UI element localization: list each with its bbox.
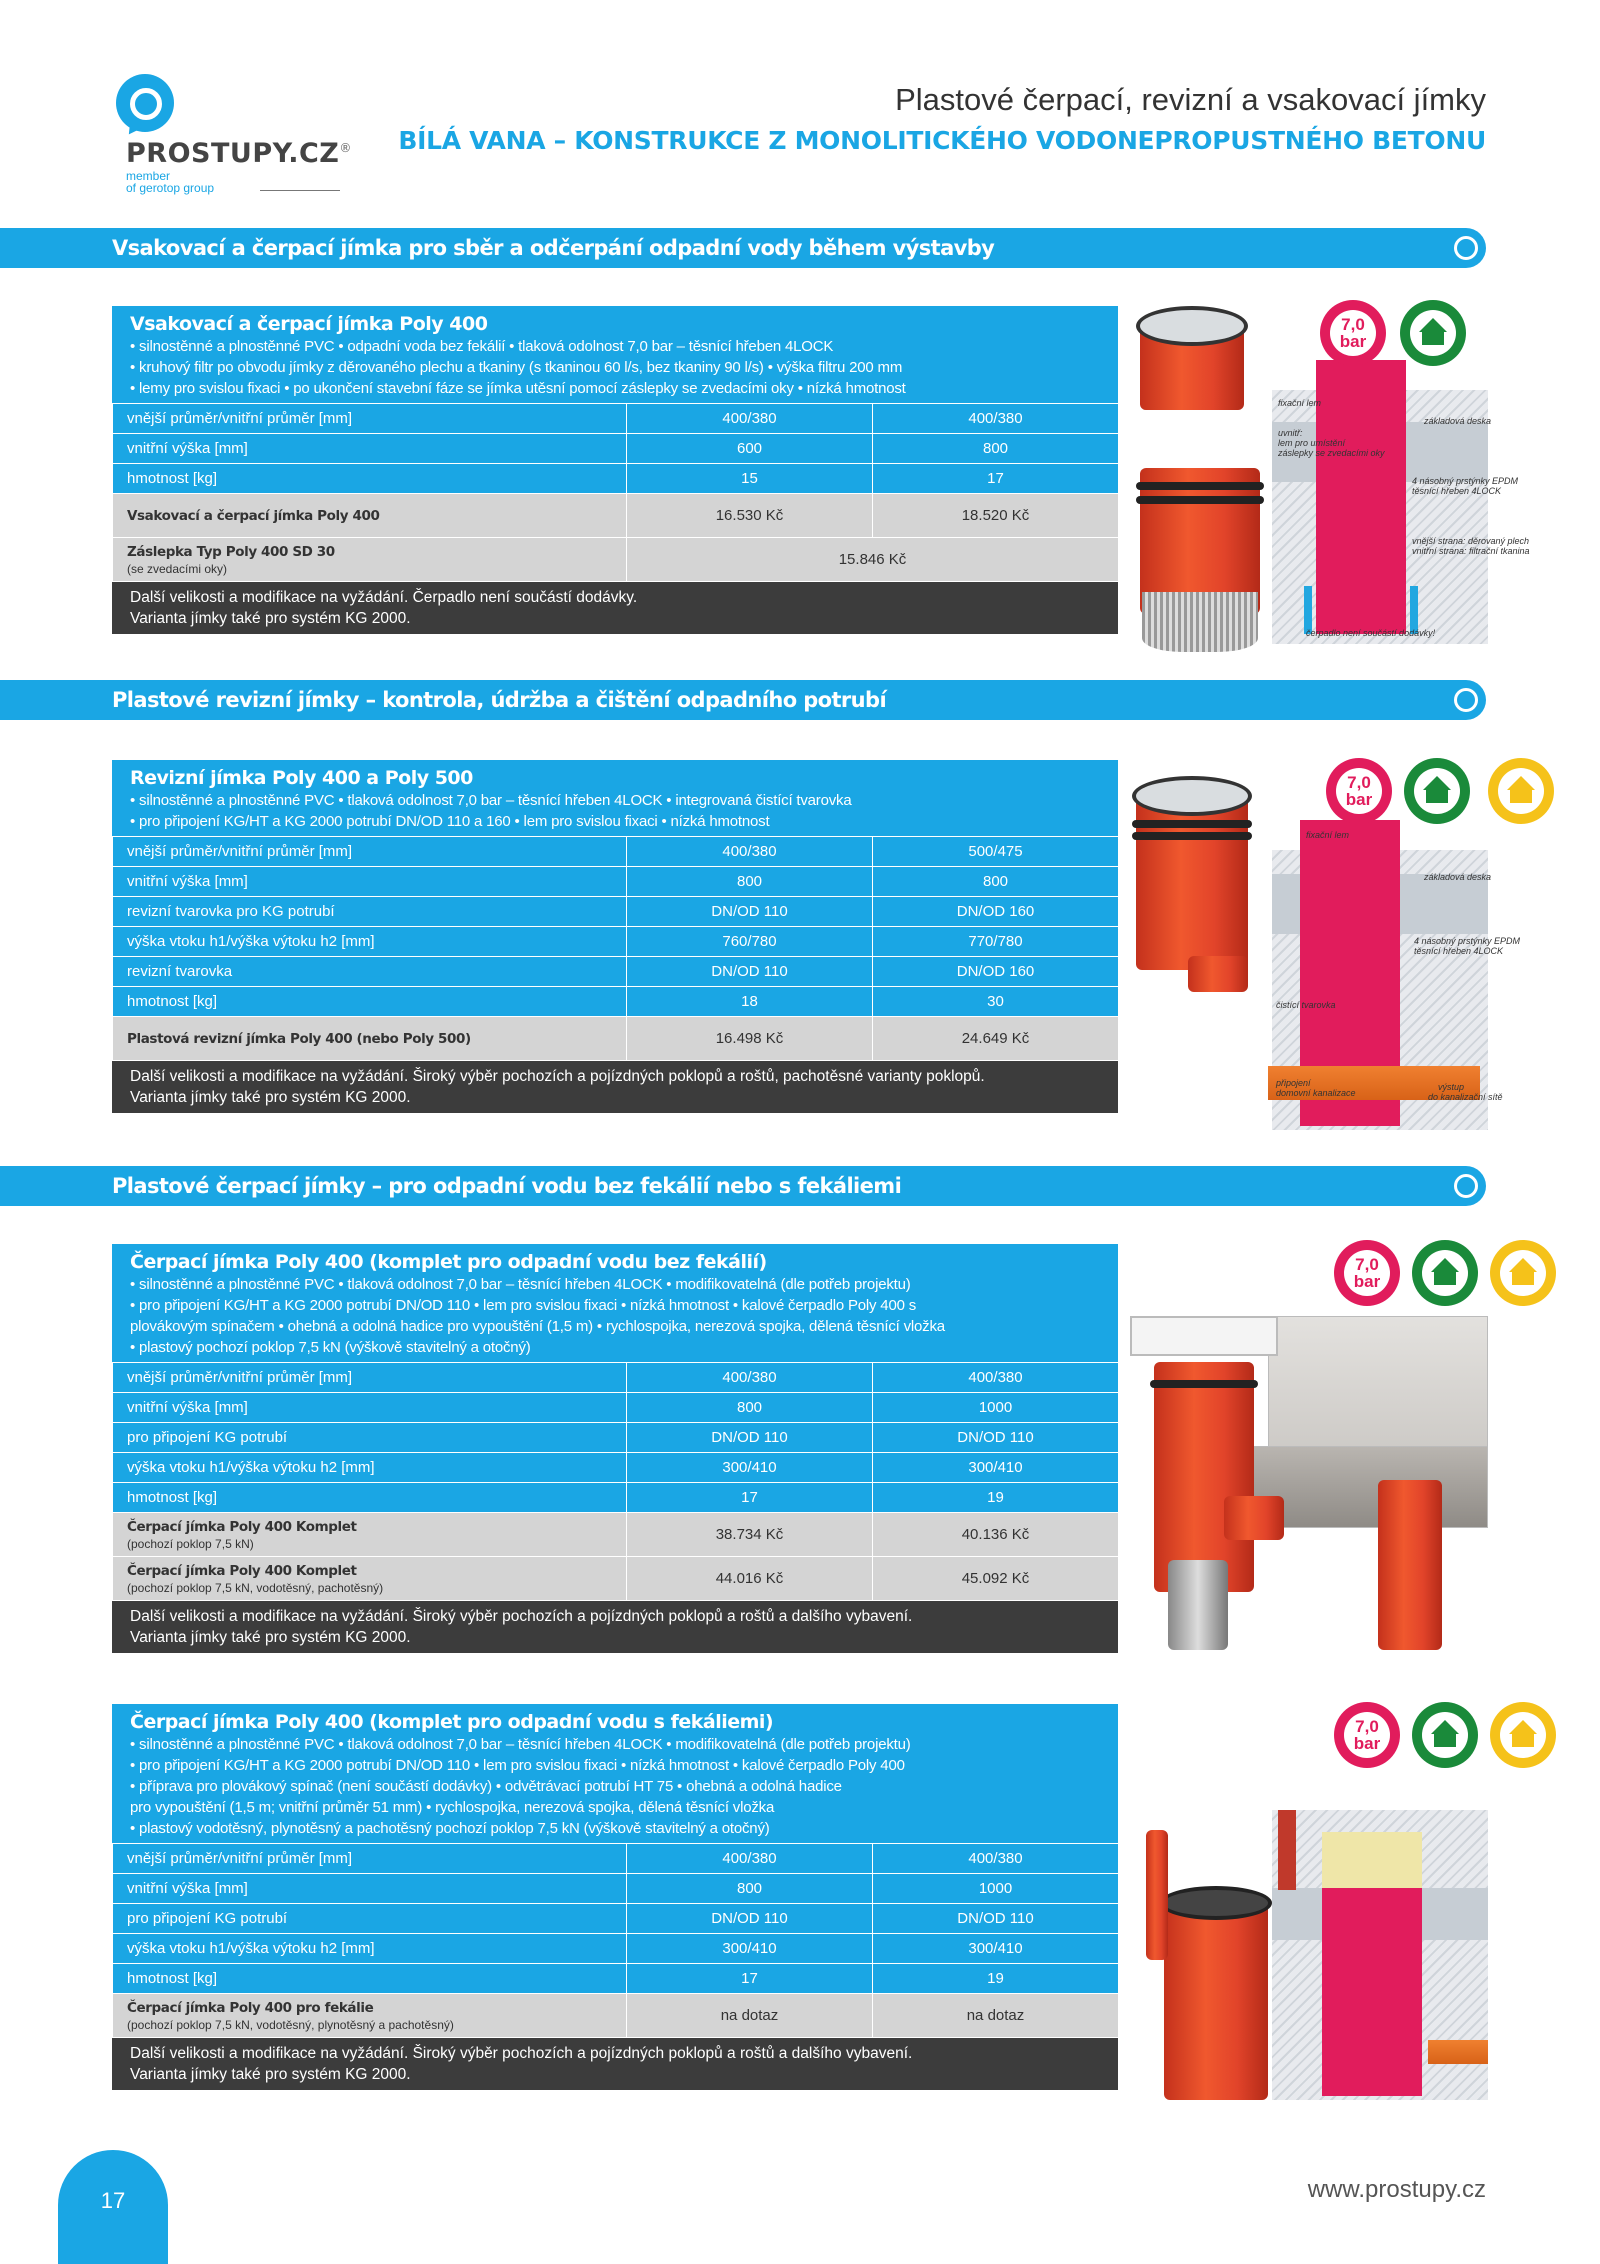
diagram-tank xyxy=(1316,360,1406,634)
table-row xyxy=(113,1393,1119,1423)
spec-label: vnější průměr/vnitřní průměr [mm] xyxy=(113,404,627,434)
table-row xyxy=(113,1964,1119,1994)
seal-ring xyxy=(1136,496,1264,504)
diagram-label: základová deska xyxy=(1424,872,1492,882)
pressure-badge-icon: 7,0 bar xyxy=(1334,1240,1400,1306)
spec-value: 400/380 xyxy=(627,837,873,867)
spec-label: výška vtoku h1/výška výtoku h2 [mm] xyxy=(113,927,627,957)
price-label: Čerpací jímka Poly 400 Komplet (pochozí poklop 7,5 kN) xyxy=(113,1513,627,1557)
diagram-label: záslepky se zvedacími oky xyxy=(1278,448,1385,458)
spec-value: 400/380 xyxy=(873,404,1119,434)
spec-label: vnější průměr/vnitřní průměr [mm] xyxy=(113,837,627,867)
spec-value: 30 xyxy=(873,987,1119,1017)
table-row xyxy=(113,1904,1119,1934)
table-row xyxy=(113,1363,1119,1393)
spec-value: 400/380 xyxy=(627,1363,873,1393)
spec-value: 15 xyxy=(627,464,873,494)
diagram-label: vnitřní strana: filtrační tkanina xyxy=(1412,546,1530,556)
product-title: Čerpací jímka Poly 400 (komplet pro odpadní vodu bez fekálií) xyxy=(130,1251,767,1273)
table-row xyxy=(113,1483,1119,1513)
tank-top xyxy=(1160,1886,1272,1920)
product-block-2 xyxy=(112,760,1118,1113)
price-value: 44.016 Kč xyxy=(627,1557,873,1601)
spec-label: hmotnost [kg] xyxy=(113,1964,627,1994)
spec-label: revizní tvarovka pro KG potrubí xyxy=(113,897,627,927)
table-row xyxy=(113,897,1119,927)
table-row xyxy=(113,987,1119,1017)
spec-value: 400/380 xyxy=(873,1363,1119,1393)
section-bar-3 xyxy=(0,1166,1486,1206)
price-row xyxy=(113,494,1119,538)
price-label: Vsakovací a čerpací jímka Poly 400 xyxy=(113,494,627,538)
price-value: na dotaz xyxy=(627,1994,873,2038)
seal-ring xyxy=(1132,820,1252,828)
page-number: 17 xyxy=(58,2150,168,2264)
table-row xyxy=(113,837,1119,867)
diagram-label: základová deska xyxy=(1424,416,1492,426)
diagram-label: fixační lem xyxy=(1278,398,1322,408)
diagram-label: 4 násobný prstýnky EPDM xyxy=(1414,936,1521,946)
product-block-3 xyxy=(112,1244,1118,1653)
spec-value: 19 xyxy=(873,1483,1119,1513)
spec-table xyxy=(112,836,1119,1061)
diagram-label: těsnící hřeben 4LOCK xyxy=(1414,946,1504,956)
table-row xyxy=(113,404,1119,434)
spec-value: 17 xyxy=(627,1964,873,1994)
spec-label: vnější průměr/vnitřní průměr [mm] xyxy=(113,1363,627,1393)
product-feature-line: • pro připojení KG/HT a KG 2000 potrubí DN/OD 110 • lem pro svislou fixaci • nízká hmotnost • kalové čerpadlo Poly 400 xyxy=(130,1757,905,1774)
product-title: Čerpací jímka Poly 400 (komplet pro odpadní vodu s fekáliemi) xyxy=(130,1711,774,1733)
spec-value: DN/OD 110 xyxy=(627,1904,873,1934)
seal-ring xyxy=(1132,832,1252,840)
diagram-label: do kanalizační sítě xyxy=(1428,1092,1503,1102)
product-feature-line: • silnostěnné a plnostěnné PVC • tlaková odolnost 7,0 bar – těsnící hřeben 4LOCK • integrovaná čistící tvarovka xyxy=(130,792,852,809)
spec-label: hmotnost [kg] xyxy=(113,1483,627,1513)
new-build-badge-icon xyxy=(1404,758,1470,824)
table-row xyxy=(113,1874,1119,1904)
diagram-label: uvnitř: xyxy=(1278,428,1303,438)
product-feature-line: • plastový pochozí poklop 7,5 kN (výškově stavitelný a otočný) xyxy=(130,1339,531,1356)
spec-label: výška vtoku h1/výška výtoku h2 [mm] xyxy=(113,1453,627,1483)
diagram-label: čerpadlo není součástí dodávky! xyxy=(1306,628,1436,638)
table-row xyxy=(113,927,1119,957)
logo-text: PROSTUPY.CZ® xyxy=(126,138,352,169)
filter-mesh xyxy=(1142,592,1258,652)
spec-value: DN/OD 160 xyxy=(873,957,1119,987)
spec-value: 400/380 xyxy=(627,404,873,434)
diagram-pipe xyxy=(1428,2040,1488,2064)
diagram-label: čistící tvarovka xyxy=(1276,1000,1336,1010)
page-title: Plastové čerpací, revizní a vsakovací jímky xyxy=(895,82,1486,117)
vent-pipe xyxy=(1146,1830,1168,1960)
table-row xyxy=(113,1423,1119,1453)
product-feature-line: • kruhový filtr po obvodu jímky z děrovaného plechu a tkaniny (s tkaninou 60 l/s, bez tkaniny 90 l/s) • výška filtru 200 mm xyxy=(130,359,903,376)
seal-ring xyxy=(1136,482,1264,490)
spec-label: vnější průměr/vnitřní průměr [mm] xyxy=(113,1844,627,1874)
spec-value: 1000 xyxy=(873,1393,1119,1423)
product-feature-line: • příprava pro plovákový spínač (není součástí dodávky) • odvětrávací potrubí HT 75 • ohebná a odolná hadice xyxy=(130,1778,842,1795)
tank-image xyxy=(1154,1362,1254,1592)
diagram-cover-zone xyxy=(1322,1832,1422,1888)
spec-label: pro připojení KG potrubí xyxy=(113,1904,627,1934)
section-title: Plastové čerpací jímky – pro odpadní vodu bez fekálií nebo s fekáliemi xyxy=(112,1174,902,1198)
product-image-4 xyxy=(1128,1770,1488,2130)
diagram-label: připojení xyxy=(1276,1078,1311,1088)
spec-value: 800 xyxy=(873,867,1119,897)
brand-logo[interactable] xyxy=(112,66,352,196)
cover-lid xyxy=(1130,1316,1278,1356)
table-row xyxy=(113,1844,1119,1874)
spec-value: 300/410 xyxy=(627,1453,873,1483)
product-feature-line: • pro připojení KG/HT a KG 2000 potrubí DN/OD 110 a 160 • lem pro svislou fixaci • nízká hmotnost xyxy=(130,813,770,830)
spec-table xyxy=(112,1843,1119,2038)
pressure-badge-icon: 7,0 bar xyxy=(1320,300,1386,366)
product-block-4 xyxy=(112,1704,1118,2090)
price-label: Plastová revizní jímka Poly 400 (nebo Poly 500) xyxy=(113,1017,627,1061)
price-value: 18.520 Kč xyxy=(873,494,1119,538)
diagram-wall xyxy=(1304,586,1312,634)
spec-label: revizní tvarovka xyxy=(113,957,627,987)
spec-value: DN/OD 110 xyxy=(627,957,873,987)
spec-label: vnitřní výška [mm] xyxy=(113,867,627,897)
product-feature-line: pro vypouštění (1,5 m; vnitřní průměr 51 mm) • rychlospojka, nerezová spojka, dělená těsnící vložka xyxy=(130,1799,775,1816)
price-row xyxy=(113,1557,1119,1601)
product-footnote: Další velikosti a modifikace na vyžádání. Široký výběr pochozích a pojízdných poklopů a roštů a dalšího vybavení. Varianta jímky také pro systém KG 2000. xyxy=(112,2038,1118,2090)
diagram-label: domovní kanalizace xyxy=(1276,1088,1356,1098)
price-row xyxy=(113,1017,1119,1061)
product-feature-line: • silnostěnné a plnostěnné PVC • tlaková odolnost 7,0 bar – těsnící hřeben 4LOCK • modifikovatelná (dle potřeb projektu) xyxy=(130,1276,911,1293)
spec-value: DN/OD 110 xyxy=(873,1423,1119,1453)
spec-value: 300/410 xyxy=(627,1934,873,1964)
spec-value: DN/OD 110 xyxy=(627,897,873,927)
spec-value: 17 xyxy=(627,1483,873,1513)
reconstruction-badge-icon xyxy=(1488,758,1554,824)
price-value: 24.649 Kč xyxy=(873,1017,1119,1061)
section-title: Vsakovací a čerpací jímka pro sběr a odčerpání odpadní vody během výstavby xyxy=(112,236,995,260)
price-value: 16.530 Kč xyxy=(627,494,873,538)
spec-table xyxy=(112,1362,1119,1601)
spec-value: 800 xyxy=(627,867,873,897)
table-row xyxy=(113,464,1119,494)
diagram-wall xyxy=(1410,586,1418,634)
product-header xyxy=(112,306,1118,403)
spec-value: DN/OD 160 xyxy=(873,897,1119,927)
logo-member-text: member of gerotop group xyxy=(126,169,215,195)
new-build-badge-icon xyxy=(1412,1702,1478,1768)
product-feature-line: • silnostěnné a plnostěnné PVC • odpadní voda bez fekálií • tlaková odolnost 7,0 bar – těsnící hřeben 4LOCK xyxy=(130,338,834,355)
spec-table xyxy=(112,403,1119,582)
spec-value: 1000 xyxy=(873,1874,1119,1904)
table-row xyxy=(113,434,1119,464)
spec-value: 19 xyxy=(873,1964,1119,1994)
diagram-brick xyxy=(1278,1810,1296,1890)
product-title: Revizní jímka Poly 400 a Poly 500 xyxy=(130,767,473,789)
price-row xyxy=(113,1513,1119,1557)
price-value: 16.498 Kč xyxy=(627,1017,873,1061)
section-title: Plastové revizní jímky – kontrola, údržba a čištění odpadního potrubí xyxy=(112,688,887,712)
spec-value: 800 xyxy=(627,1874,873,1904)
seal-ring xyxy=(1150,1380,1258,1388)
section-bar-1 xyxy=(0,228,1486,268)
ring-icon xyxy=(1454,688,1478,712)
tank-image-installed xyxy=(1378,1480,1442,1650)
price-value: 40.136 Kč xyxy=(873,1513,1119,1557)
pressure-badge-icon: 7,0 bar xyxy=(1334,1702,1400,1768)
pressure-badge-icon: 7,0 bar xyxy=(1326,758,1392,824)
reconstruction-badge-icon xyxy=(1490,1240,1556,1306)
diagram-label: vnější strana: děrovaný plech xyxy=(1412,536,1530,546)
spec-value: DN/OD 110 xyxy=(627,1423,873,1453)
product-header xyxy=(112,1244,1118,1362)
tank-outlet xyxy=(1224,1496,1284,1540)
product-footnote: Další velikosti a modifikace na vyžádání. Široký výběr pochozích a pojízdných poklopů a roštů, pachotěsné varianty poklopů. Varianta jímky také pro systém KG 2000. xyxy=(112,1061,1118,1113)
price-value: 45.092 Kč xyxy=(873,1557,1119,1601)
price-value: na dotaz xyxy=(873,1994,1119,2038)
product-feature-line: • pro připojení KG/HT a KG 2000 potrubí DN/OD 110 • lem pro svislou fixaci • nízká hmotnost • kalové čerpadlo Poly 400 s xyxy=(130,1297,917,1314)
tank-top xyxy=(1132,776,1252,816)
logo-divider xyxy=(260,190,340,191)
spec-value: 300/410 xyxy=(873,1934,1119,1964)
product-feature-line: • silnostěnné a plnostěnné PVC • tlaková odolnost 7,0 bar – těsnící hřeben 4LOCK • modifikovatelná (dle potřeb projektu) xyxy=(130,1736,911,1753)
product-title: Vsakovací a čerpací jímka Poly 400 xyxy=(130,313,488,335)
spec-value: 300/410 xyxy=(873,1453,1119,1483)
website-link[interactable]: www.prostupy.cz xyxy=(1307,2176,1486,2203)
diagram-label: těsnící hřeben 4LOCK xyxy=(1412,486,1502,496)
product-footnote: Další velikosti a modifikace na vyžádání. Široký výběr pochozích a pojízdných poklopů a roštů a dalšího vybavení. Varianta jímky také pro systém KG 2000. xyxy=(112,1601,1118,1653)
reconstruction-badge-icon xyxy=(1490,1702,1556,1768)
new-build-badge-icon xyxy=(1400,300,1466,366)
spec-label: pro připojení KG potrubí xyxy=(113,1423,627,1453)
spec-label: vnitřní výška [mm] xyxy=(113,1874,627,1904)
product-feature-line: • lemy pro svislou fixaci • po ukončení stavební fáze se jímka utěsní pomocí záslepky se zvedacími oky • nízká hmotnost xyxy=(130,380,906,397)
price-value: 38.734 Kč xyxy=(627,1513,873,1557)
price-value: 15.846 Kč xyxy=(627,538,1119,582)
spec-value: 400/380 xyxy=(873,1844,1119,1874)
spec-value: 800 xyxy=(873,434,1119,464)
spec-label: hmotnost [kg] xyxy=(113,987,627,1017)
spec-label: vnitřní výška [mm] xyxy=(113,1393,627,1423)
table-row xyxy=(113,1934,1119,1964)
price-label: Čerpací jímka Poly 400 Komplet (pochozí poklop 7,5 kN, vodotěsný, pachotěsný) xyxy=(113,1557,627,1601)
product-image-3 xyxy=(1128,1270,1488,1694)
ring-icon xyxy=(1454,236,1478,260)
spec-value: 770/780 xyxy=(873,927,1119,957)
price-row xyxy=(113,538,1119,582)
spec-value: 600 xyxy=(627,434,873,464)
spec-value: 17 xyxy=(873,464,1119,494)
pump-image xyxy=(1168,1560,1228,1650)
product-feature-line: plovákovým spínačem • ohebná a odolná hadice pro vypouštění (1,5 m) • rychlospojka, nerezová spojka, dělená těsnící vložka xyxy=(130,1318,945,1335)
product-block-1 xyxy=(112,306,1118,634)
diagram-label: fixační lem xyxy=(1306,830,1350,840)
ring-icon xyxy=(1454,1174,1478,1198)
spec-value: 500/475 xyxy=(873,837,1119,867)
cover-top xyxy=(1136,306,1248,346)
new-build-badge-icon xyxy=(1412,1240,1478,1306)
spec-value: 760/780 xyxy=(627,927,873,957)
spec-value: 800 xyxy=(627,1393,873,1423)
diagram-label: výstup xyxy=(1438,1082,1465,1092)
section-bar-2 xyxy=(0,680,1486,720)
product-footnote: Další velikosti a modifikace na vyžádání. Čerpadlo není součástí dodávky. Varianta jímky také pro systém KG 2000. xyxy=(112,582,1118,634)
diagram-tank xyxy=(1322,1888,1422,2096)
spec-value: DN/OD 110 xyxy=(873,1904,1119,1934)
product-header xyxy=(112,760,1118,836)
spec-label: vnitřní výška [mm] xyxy=(113,434,627,464)
price-label: Čerpací jímka Poly 400 pro fekálie (pochozí poklop 7,5 kN, vodotěsný, plynotěsný a pachotěsný) xyxy=(113,1994,627,2038)
table-row xyxy=(113,1453,1119,1483)
price-label: Záslepka Typ Poly 400 SD 30 (se zvedacími oky) xyxy=(113,538,627,582)
tank-outlet xyxy=(1188,956,1248,992)
page-subtitle: BÍLÁ VANA – KONSTRUKCE Z MONOLITICKÉHO VODONEPROPUSTNÉHO BETONU xyxy=(398,126,1486,155)
table-row xyxy=(113,867,1119,897)
spec-value: 400/380 xyxy=(627,1844,873,1874)
table-row xyxy=(113,957,1119,987)
diagram-label: lem pro umístění xyxy=(1278,438,1346,448)
product-header xyxy=(112,1704,1118,1843)
spec-value: 18 xyxy=(627,987,873,1017)
product-feature-line: • plastový vodotěsný, plynotěsný a pachotěsný pochozí poklop 7,5 kN (výškově stavitelný a otočný) xyxy=(130,1820,770,1837)
spec-label: hmotnost [kg] xyxy=(113,464,627,494)
price-row xyxy=(113,1994,1119,2038)
tank-image xyxy=(1164,1900,1268,2100)
spec-label: výška vtoku h1/výška výtoku h2 [mm] xyxy=(113,1934,627,1964)
diagram-label: 4 násobný prstýnky EPDM xyxy=(1412,476,1519,486)
